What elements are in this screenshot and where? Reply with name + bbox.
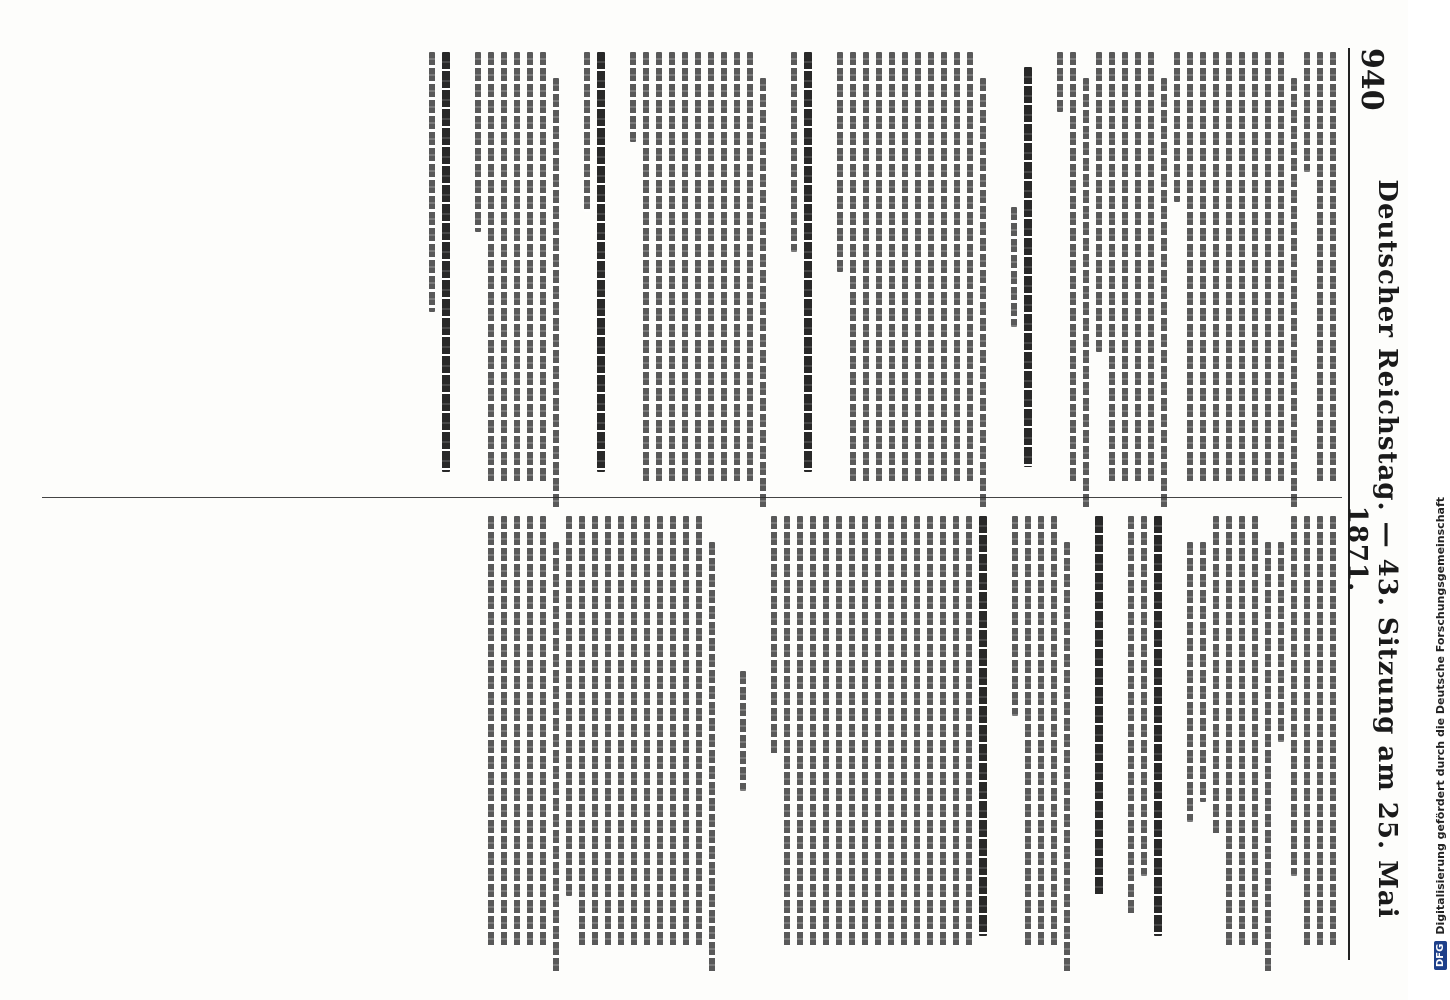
text-line bbox=[1148, 52, 1154, 482]
text-line bbox=[771, 516, 777, 756]
text-line bbox=[979, 516, 987, 936]
text-line bbox=[1330, 52, 1336, 482]
text-line bbox=[1128, 516, 1134, 916]
text-line bbox=[683, 516, 689, 946]
paragraph-gap bbox=[1076, 516, 1088, 946]
text-line bbox=[501, 52, 507, 482]
text-line bbox=[1213, 52, 1219, 482]
text-line bbox=[695, 52, 701, 482]
text-line bbox=[1012, 516, 1018, 716]
text-line bbox=[740, 671, 746, 791]
dfg-logo: DFG bbox=[1434, 941, 1447, 970]
text-line bbox=[901, 516, 907, 946]
text-line bbox=[708, 52, 714, 482]
text-line bbox=[760, 78, 766, 508]
text-line bbox=[644, 516, 650, 946]
paragraph-gap bbox=[818, 52, 830, 482]
text-line bbox=[797, 516, 803, 946]
text-line bbox=[584, 52, 590, 212]
text-line bbox=[1200, 542, 1206, 802]
text-line bbox=[657, 516, 663, 946]
paragraph-gap bbox=[752, 516, 764, 946]
text-line bbox=[1252, 516, 1258, 946]
text-column-left bbox=[32, 52, 1342, 482]
text-line bbox=[553, 542, 559, 972]
text-line bbox=[605, 516, 611, 946]
text-line bbox=[1141, 516, 1147, 876]
text-line bbox=[876, 52, 882, 482]
paragraph-gap bbox=[721, 516, 733, 946]
text-line bbox=[669, 52, 675, 482]
text-line bbox=[1154, 516, 1162, 936]
text-line bbox=[514, 52, 520, 482]
text-line bbox=[810, 516, 816, 946]
text-line bbox=[656, 52, 662, 482]
paragraph-gap bbox=[611, 52, 623, 482]
text-line bbox=[1161, 78, 1167, 508]
text-line bbox=[1265, 52, 1271, 482]
text-line bbox=[1213, 516, 1219, 836]
text-line bbox=[1304, 52, 1310, 172]
text-line bbox=[1239, 516, 1245, 946]
text-line bbox=[1070, 52, 1076, 482]
text-line bbox=[966, 516, 972, 946]
text-line bbox=[980, 78, 986, 508]
text-line bbox=[1011, 207, 1017, 327]
text-line bbox=[849, 516, 855, 946]
text-line bbox=[709, 542, 715, 972]
text-line bbox=[553, 78, 559, 508]
text-line bbox=[914, 516, 920, 946]
text-line bbox=[540, 52, 546, 482]
text-line bbox=[1291, 516, 1297, 876]
text-line bbox=[875, 516, 881, 946]
text-line bbox=[1135, 52, 1141, 482]
text-line bbox=[1024, 67, 1032, 467]
text-line bbox=[1226, 516, 1232, 946]
text-line bbox=[597, 52, 605, 472]
column-divider bbox=[42, 497, 1342, 498]
text-line bbox=[791, 52, 797, 252]
text-line bbox=[429, 52, 435, 312]
text-line bbox=[915, 52, 921, 482]
text-line bbox=[1083, 78, 1089, 508]
text-line bbox=[1291, 78, 1297, 508]
text-line bbox=[1187, 52, 1193, 482]
paragraph-gap bbox=[565, 52, 577, 482]
text-line bbox=[1109, 52, 1115, 482]
text-line bbox=[837, 52, 843, 272]
text-line bbox=[836, 516, 842, 946]
text-line bbox=[888, 516, 894, 946]
text-line bbox=[514, 516, 520, 946]
text-line bbox=[592, 516, 598, 946]
running-header: Deutscher Reichstag. — 43. Sitzung am 25. Mai 1871. bbox=[1342, 179, 1402, 919]
text-line bbox=[475, 52, 481, 232]
digitization-credit: Digitalisierung gefördert durch die Deutsche Forschungsgemeinschaft bbox=[1433, 496, 1447, 935]
paragraph-gap bbox=[1109, 516, 1121, 946]
text-line bbox=[682, 52, 688, 482]
text-line bbox=[1064, 542, 1070, 972]
digitization-credit-strip bbox=[1408, 0, 1447, 1000]
paragraph-gap bbox=[1038, 52, 1050, 482]
text-line bbox=[488, 516, 494, 946]
text-line bbox=[1317, 516, 1323, 946]
text-line bbox=[954, 52, 960, 482]
text-line bbox=[850, 52, 856, 482]
text-line bbox=[696, 516, 702, 946]
text-line bbox=[670, 516, 676, 946]
text-line bbox=[927, 516, 933, 946]
text-line bbox=[804, 52, 812, 472]
text-line bbox=[1239, 52, 1245, 482]
text-line bbox=[941, 52, 947, 482]
text-line bbox=[488, 52, 494, 482]
text-line bbox=[540, 516, 546, 946]
text-line bbox=[823, 516, 829, 946]
text-line bbox=[1226, 52, 1232, 482]
page-header bbox=[1342, 48, 1402, 960]
text-line bbox=[953, 516, 959, 946]
page-number: 940 bbox=[1354, 48, 1390, 111]
text-line bbox=[579, 516, 585, 946]
text-line bbox=[784, 516, 790, 946]
text-line bbox=[618, 516, 624, 946]
text-line bbox=[527, 516, 533, 946]
text-line bbox=[1187, 542, 1193, 822]
text-line bbox=[1096, 52, 1102, 352]
text-line bbox=[734, 52, 740, 482]
text-line bbox=[862, 516, 868, 946]
text-line bbox=[1330, 516, 1336, 946]
text-line bbox=[566, 516, 572, 896]
paragraph-gap bbox=[456, 52, 468, 482]
paragraph-gap bbox=[993, 516, 1005, 946]
text-line bbox=[1174, 52, 1180, 202]
text-line bbox=[889, 52, 895, 482]
text-line bbox=[1252, 52, 1258, 482]
text-line bbox=[940, 516, 946, 946]
text-line bbox=[1278, 52, 1284, 482]
text-line bbox=[1038, 516, 1044, 946]
text-line bbox=[1278, 542, 1284, 742]
text-line bbox=[1057, 52, 1063, 112]
text-line bbox=[442, 52, 450, 472]
text-line bbox=[1200, 52, 1206, 482]
text-line bbox=[1051, 516, 1057, 946]
text-line bbox=[1317, 52, 1323, 482]
text-line bbox=[967, 52, 973, 482]
text-line bbox=[721, 52, 727, 482]
text-line bbox=[928, 52, 934, 482]
text-line bbox=[1265, 542, 1271, 972]
text-line bbox=[631, 516, 637, 946]
text-line bbox=[630, 52, 636, 142]
text-line bbox=[527, 52, 533, 482]
paragraph-gap bbox=[772, 52, 784, 482]
text-line bbox=[1025, 516, 1031, 946]
text-line bbox=[863, 52, 869, 482]
text-column-right bbox=[32, 516, 1342, 946]
text-line bbox=[747, 52, 753, 482]
paragraph-gap bbox=[992, 52, 1004, 482]
text-line bbox=[1122, 52, 1128, 482]
text-line bbox=[501, 516, 507, 946]
text-line bbox=[902, 52, 908, 482]
text-line bbox=[1095, 516, 1103, 896]
paragraph-gap bbox=[1168, 516, 1180, 946]
text-line bbox=[643, 52, 649, 482]
text-line bbox=[1304, 516, 1310, 946]
